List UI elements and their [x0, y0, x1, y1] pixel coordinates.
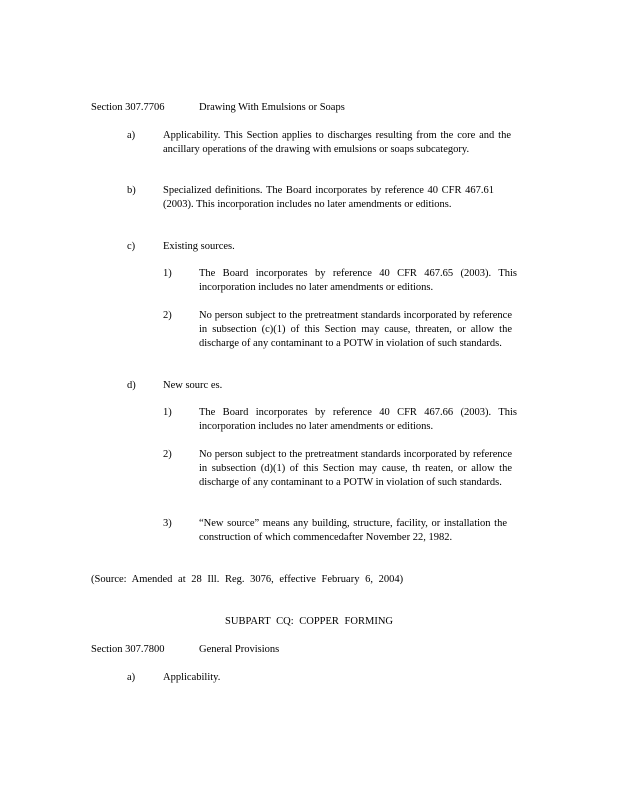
subitem-text: “New source” means any building, structure, facility, or installation the construction of which commencedafter November 22, 1982. [199, 518, 507, 543]
item-text: Existing sources. [163, 241, 235, 252]
item-text: Specialized definitions. The Board incorporates by reference 40 CFR 467.61 (2003). This incorporation includes no later amendments or editions. [163, 185, 494, 210]
subitem-text: The Board incorporates by reference 40 CFR 467.66 (2003). This incorporation includes no later amendments or editions. [199, 407, 517, 432]
item-text: New sourc es. [163, 380, 223, 391]
section-title: General Provisions [199, 644, 280, 655]
item-mark: c) [127, 241, 136, 252]
item-mark: d) [127, 380, 136, 391]
subitem-mark: 2) [163, 310, 172, 321]
item-mark: a) [127, 130, 136, 141]
subitem-mark: 1) [163, 268, 172, 279]
section-number: Section 307.7800 [91, 644, 165, 655]
subitem-text: The Board incorporates by reference 40 CFR 467.65 (2003). This incorporation includes no later amendments or editions. [199, 268, 517, 293]
subitem-mark: 3) [163, 518, 172, 529]
item-text: Applicability. This Section applies to discharges resulting from the core and the ancillary operations of the drawing with emulsions or soaps subcategory. [163, 130, 511, 155]
item-text: Applicability. [163, 672, 221, 683]
section-title: Drawing With Emulsions or Soaps [199, 102, 345, 113]
subitem-text: No person subject to the pretreatment standards incorporated by reference in subsection (d)(1) of this Section may cause, th reaten, or allow the discharge of any contaminant to a POTW in violation of such standards. [199, 449, 512, 488]
subitem-mark: 2) [163, 449, 172, 460]
subpart-heading: SUBPART CQ: COPPER FORMING [225, 616, 393, 627]
item-mark: b) [127, 185, 136, 196]
subitem-text: No person subject to the pretreatment standards incorporated by reference in subsection (c)(1) of this Section may cause, threaten, or allow the discharge of any contaminant to a POTW in violation of such standards. [199, 310, 512, 349]
source-note: (Source: Amended at 28 Ill. Reg. 3076, effective February 6, 2004) [91, 574, 404, 585]
item-mark: a) [127, 672, 136, 683]
section-number: Section 307.7706 [91, 102, 165, 113]
subitem-mark: 1) [163, 407, 172, 418]
